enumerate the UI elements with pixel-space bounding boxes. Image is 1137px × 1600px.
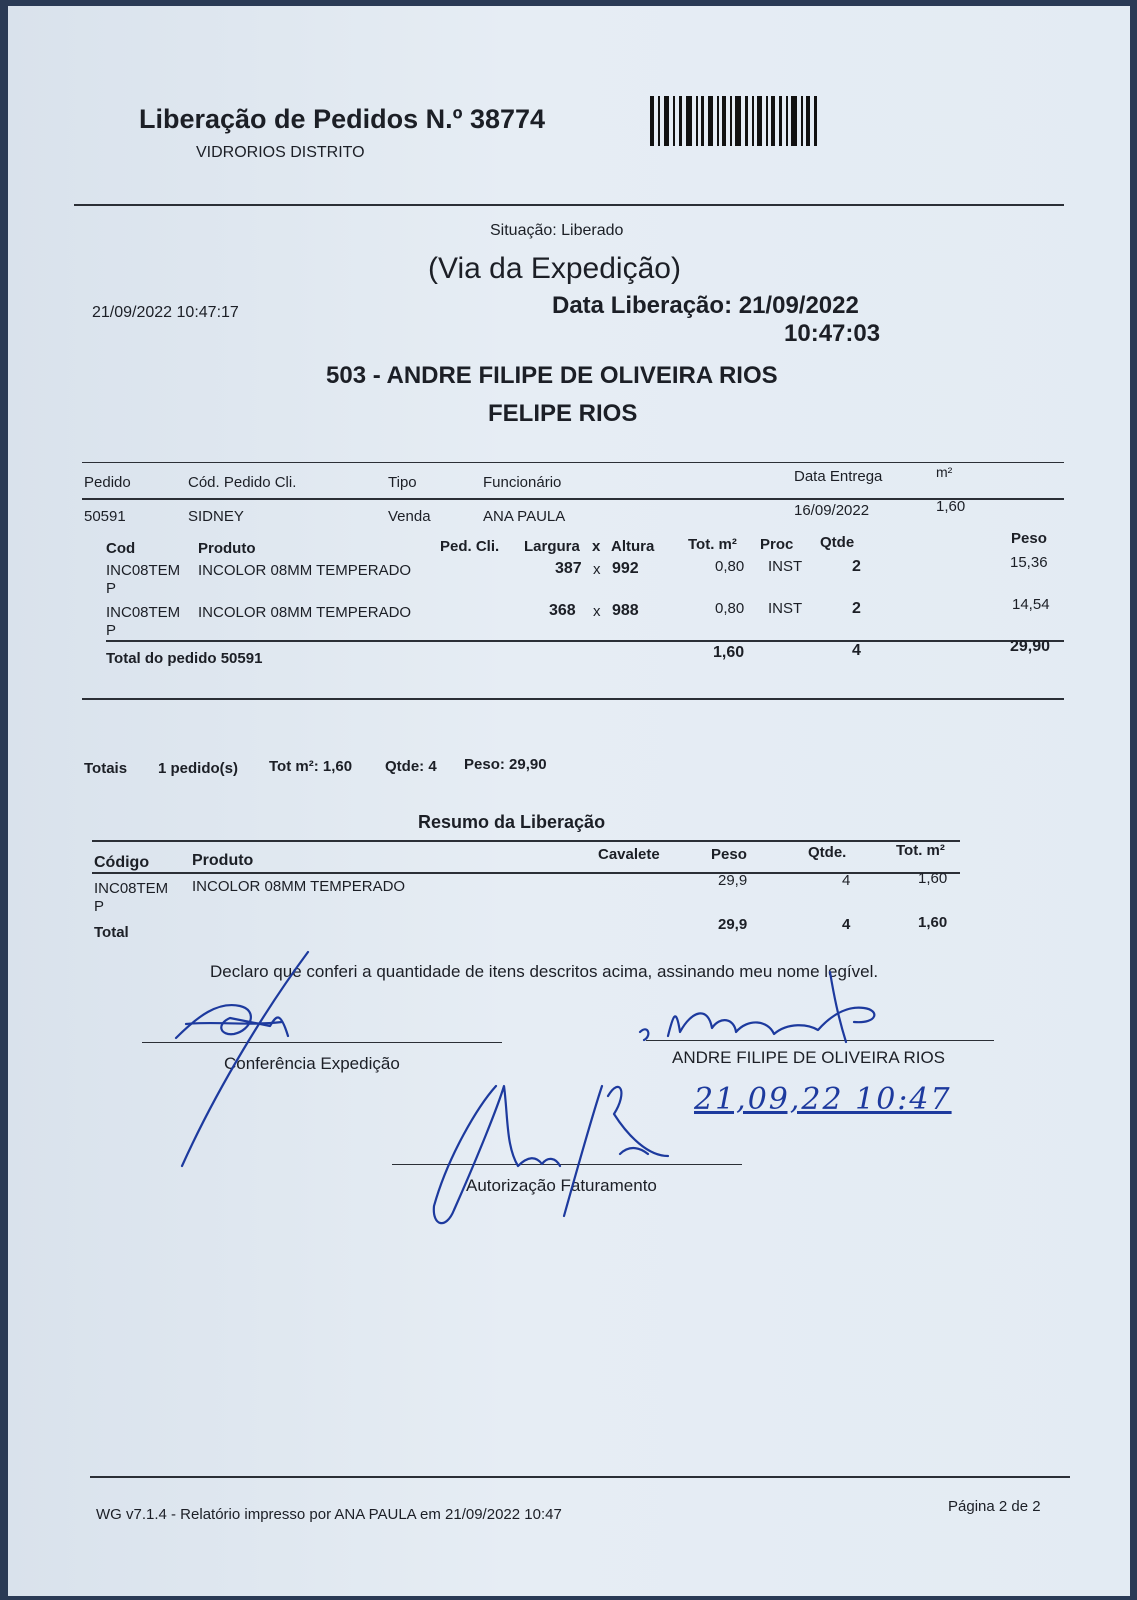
col-tipo: Tipo (388, 474, 417, 491)
item-cod: INC08TEM (106, 562, 181, 579)
summary-total-m2: 1,60 (918, 914, 948, 931)
release-date: Data Liberação: 21/09/2022 (552, 292, 859, 319)
item-qtde: 2 (852, 558, 861, 575)
summary-col-codigo: Código (94, 854, 150, 871)
customer-alias: FELIPE RIOS (488, 400, 638, 427)
summary-produto: INCOLOR 08MM TEMPERADO (192, 878, 406, 895)
item-produto: INCOLOR 08MM TEMPERADO (198, 604, 412, 621)
item-col-altura: Altura (611, 538, 655, 555)
totals-pedidos: 1 pedido(s) (158, 760, 239, 777)
summary-qtde: 4 (842, 872, 851, 889)
signature-autorizacao (434, 1086, 560, 1223)
signature-autorizacao-end (620, 1148, 648, 1154)
item-col-x: x (592, 538, 601, 555)
signature-conferencia (176, 1005, 288, 1038)
order-pedido: 50591 (84, 508, 126, 525)
order-tipo: Venda (388, 508, 431, 525)
summary-total-qtde: 4 (842, 916, 851, 933)
order-total-m2: 1,60 (713, 644, 745, 661)
summary-col-tot-m2: Tot. m² (896, 842, 945, 859)
col-funcionario: Funcionário (483, 474, 562, 491)
footer-printed-by: WG v7.1.4 - Relatório impresso por ANA PAULA em 21/09/2022 10:47 (96, 1506, 562, 1523)
item-x: x (593, 603, 601, 620)
summary-col-produto: Produto (192, 852, 254, 869)
summary-col-peso: Peso (711, 846, 747, 863)
handwritten-signatures (8, 6, 1130, 1306)
summary-tot-m2: 1,60 (918, 870, 948, 887)
document-title: Liberação de Pedidos N.º 38774 (139, 104, 546, 134)
totals-tot-m2: Tot m²: 1,60 (269, 758, 353, 775)
release-time: 10:47:03 (784, 320, 881, 347)
declaration-text: Declaro que conferi a quantidade de itens descritos acima, assinando meu nome legível. (210, 962, 879, 981)
item-col-produto: Produto (198, 540, 256, 557)
signature-cliente (640, 1008, 874, 1040)
summary-title: Resumo da Liberação (418, 812, 606, 832)
col-cod-pedido-cli: Cód. Pedido Cli. (188, 474, 297, 491)
copy-type: (Via da Expedição) (428, 252, 681, 285)
signature-conferencia-tail (182, 952, 308, 1166)
label-cliente: ANDRE FILIPE DE OLIVEIRA RIOS (672, 1048, 946, 1067)
item-largura: 368 (549, 602, 576, 619)
item-cod-cont: P (106, 622, 117, 639)
totals-label: Totais (84, 760, 128, 777)
item-qtde: 2 (852, 600, 861, 617)
item-tot-m2: 0,80 (715, 558, 745, 575)
item-x: x (593, 561, 601, 578)
summary-total-label: Total (94, 924, 129, 941)
item-cod: INC08TEM (106, 604, 181, 621)
order-total-label: Total do pedido 50591 (106, 650, 263, 667)
item-peso: 14,54 (1012, 596, 1050, 613)
summary-codigo-cont: P (94, 898, 105, 915)
item-col-tot-m2: Tot. m² (688, 536, 737, 553)
order-funcionario: ANA PAULA (483, 508, 566, 525)
col-data-entrega: Data Entrega (794, 468, 883, 485)
item-peso: 15,36 (1010, 554, 1048, 571)
col-pedido: Pedido (84, 474, 131, 491)
item-proc: INST (768, 558, 803, 575)
totals-qtde: Qtde: 4 (385, 758, 437, 775)
summary-col-qtde: Qtde. (808, 844, 847, 861)
totals-peso: Peso: 29,90 (464, 756, 547, 773)
col-m2: m² (936, 464, 953, 480)
item-col-cod: Cod (106, 540, 136, 557)
label-conferencia: Conferência Expedição (224, 1054, 400, 1073)
summary-col-cavalete: Cavalete (598, 846, 660, 863)
item-altura: 988 (612, 602, 639, 619)
footer-page-number: Página 2 de 2 (948, 1498, 1041, 1515)
item-col-peso: Peso (1011, 530, 1047, 547)
item-altura: 992 (612, 560, 639, 577)
footer-rule (90, 1476, 1070, 1478)
order-m2: 1,60 (936, 498, 966, 515)
item-produto: INCOLOR 08MM TEMPERADO (198, 562, 412, 579)
summary-total-peso: 29,9 (718, 916, 748, 933)
summary-codigo: INC08TEM (94, 880, 169, 897)
summary-peso: 29,9 (718, 872, 748, 889)
print-datetime: 21/09/2022 10:47:17 (92, 304, 239, 321)
document-page (8, 6, 1130, 1596)
order-cod-cli: SIDNEY (188, 508, 244, 525)
item-col-qtde: Qtde (820, 534, 855, 551)
item-proc: INST (768, 600, 803, 617)
item-col-largura: Largura (524, 538, 580, 555)
item-tot-m2: 0,80 (715, 600, 745, 617)
signature-cliente-stroke (830, 972, 846, 1042)
order-total-qtde: 4 (852, 642, 861, 659)
order-total-peso: 29,90 (1010, 638, 1051, 655)
order-data-entrega: 16/09/2022 (794, 502, 870, 519)
item-cod-cont: P (106, 580, 117, 597)
signature-autorizacao-tail (564, 1086, 668, 1216)
item-col-proc: Proc (760, 536, 794, 553)
handwritten-date: 21,09,22 10:47 (694, 1082, 952, 1117)
signature-conferencia-stroke (186, 1022, 282, 1024)
item-largura: 387 (555, 560, 582, 577)
status-text: Situação: Liberado (490, 222, 624, 239)
item-col-ped-cli: Ped. Cli. (440, 538, 500, 555)
customer-name: 503 - ANDRE FILIPE DE OLIVEIRA RIOS (326, 362, 778, 389)
label-autorizacao: Autorização Faturamento (466, 1176, 657, 1195)
company-name: VIDRORIOS DISTRITO (196, 144, 365, 161)
